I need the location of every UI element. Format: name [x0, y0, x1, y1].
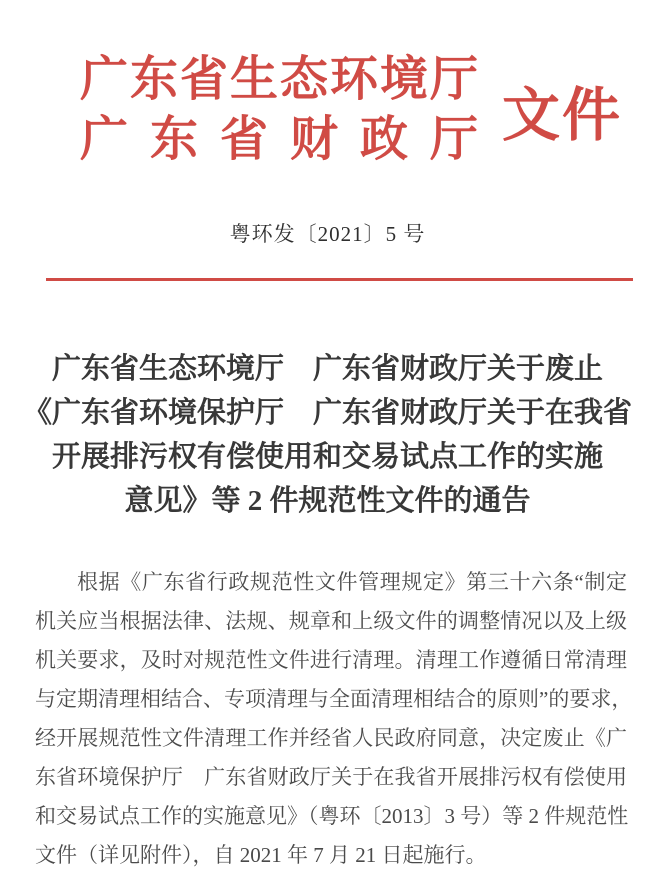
body-line: 和交易试点工作的实施意见》（粤环〔2013〕3 号）等 2 件规范性 [35, 804, 629, 828]
document-body [35, 563, 633, 875]
body-line: 与定期清理相结合、专项清理与全面清理相结合的原则”的要求， [35, 687, 633, 711]
body-line: 根据《广东省行政规范性文件管理规定》第三十六条“制定 [77, 570, 627, 594]
title-line-3: 开展排污权有偿使用和交易试点工作的实施 [51, 441, 603, 473]
body-line: 东省环境保护厅 广东省财政厅关于在我省开展排污权有偿使用 [35, 765, 627, 789]
document-type-label: 文件 [502, 83, 623, 148]
agency-name-line2: 广东省财政厅 [80, 113, 478, 166]
red-divider-line [46, 278, 633, 281]
title-line-4: 意见》等 2 件规范性文件的通告 [124, 485, 531, 517]
document-title [18, 347, 637, 523]
body-line: 机关应当根据法律、法规、规章和上级文件的调整情况以及上级 [35, 609, 627, 633]
agency-name-line1: 广东省生态环境厅 [80, 53, 478, 106]
title-line-1: 广东省生态环境厅 广东省财政厅关于废止 [51, 353, 603, 385]
body-line: 机关要求，及时对规范性文件进行清理。清理工作遵循日常清理 [35, 648, 627, 672]
issuing-agencies [80, 50, 478, 170]
document-letterhead [0, 0, 655, 170]
body-line: 经开展规范性文件清理工作并经省人民政府同意，决定废止《广 [35, 726, 627, 750]
document-number: 粤环发〔2021〕5 号 [229, 222, 426, 246]
title-line-2: 《广东省环境保护厅 广东省财政厅关于在我省 [22, 397, 632, 429]
body-line: 文件（详见附件），自 2021 年 7 月 21 日起施行。 [35, 843, 487, 867]
